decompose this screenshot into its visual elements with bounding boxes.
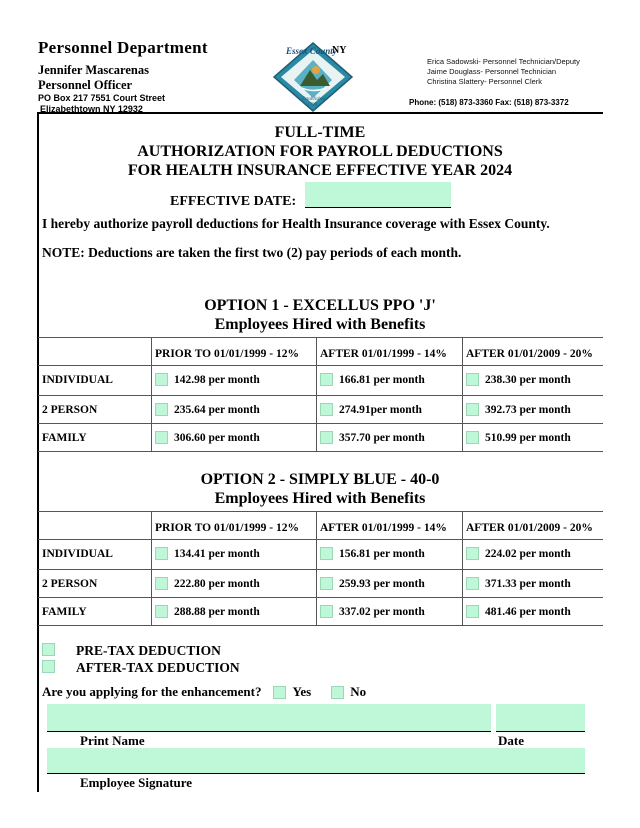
enhancement-question-row — [42, 684, 366, 700]
header-left — [38, 38, 208, 115]
rate-checkbox[interactable] — [466, 403, 479, 416]
column-header: PRIOR TO 01/01/1999 - 12% — [155, 522, 299, 534]
rate-option-cell — [320, 373, 425, 386]
rate-checkbox[interactable] — [155, 605, 168, 618]
column-header: AFTER 01/01/1999 - 14% — [320, 522, 447, 534]
aftertax-checkbox[interactable] — [42, 660, 55, 673]
column-header: AFTER 01/01/2009 - 20% — [466, 348, 593, 360]
table-column-divider — [316, 512, 317, 626]
rate-option-cell — [155, 577, 260, 590]
effective-date-field[interactable] — [305, 182, 451, 208]
rate-option-cell — [155, 547, 260, 560]
logo-established-text: Established — [302, 97, 326, 102]
aftertax-label: AFTER-TAX DEDUCTION — [76, 660, 240, 675]
rate-option-cell — [466, 577, 571, 590]
enhancement-yes-label: Yes — [292, 684, 312, 699]
row-label: INDIVIDUAL — [42, 374, 113, 386]
rate-amount: 357.70 per month — [339, 431, 425, 444]
rate-checkbox[interactable] — [320, 403, 333, 416]
rate-amount: 259.93 per month — [339, 577, 425, 590]
enhancement-no-checkbox[interactable] — [331, 686, 344, 699]
rate-checkbox[interactable] — [320, 605, 333, 618]
enhancement-yes-checkbox[interactable] — [273, 686, 286, 699]
signature-underline — [47, 773, 585, 774]
rate-amount: 235.64 per month — [174, 403, 260, 416]
row-label: 2 PERSON — [42, 404, 98, 416]
rate-checkbox[interactable] — [320, 547, 333, 560]
rate-amount: 371.33 per month — [485, 577, 571, 590]
rate-checkbox[interactable] — [320, 431, 333, 444]
row-label: INDIVIDUAL — [42, 548, 113, 560]
row-label: FAMILY — [42, 432, 87, 444]
rate-option-cell — [466, 547, 571, 560]
date-field[interactable] — [496, 704, 585, 731]
print-name-underline — [47, 731, 491, 732]
rate-option-cell — [155, 605, 260, 618]
rate-amount: 224.02 per month — [485, 547, 571, 560]
date-underline — [496, 731, 585, 732]
signature-field[interactable] — [47, 748, 585, 773]
rate-checkbox[interactable] — [155, 403, 168, 416]
column-header: AFTER 01/01/2009 - 20% — [466, 522, 593, 534]
enhancement-question: Are you applying for the enhancement? — [42, 684, 262, 699]
form-title-line2: AUTHORIZATION FOR PAYROLL DEDUCTIONS — [137, 143, 503, 160]
rate-checkbox[interactable] — [320, 577, 333, 590]
row-label: 2 PERSON — [42, 578, 98, 590]
option2-rate-table — [38, 511, 603, 625]
staff-line: Jaime Douglass- Personnel Technician — [427, 67, 557, 76]
form-title-line1: FULL-TIME — [274, 124, 366, 141]
rate-amount: 337.02 per month — [339, 605, 425, 618]
rate-amount: 142.98 per month — [174, 373, 260, 386]
officer-title: Personnel Officer — [38, 78, 133, 92]
rate-option-cell — [155, 403, 260, 416]
option1-title: OPTION 1 - EXCELLUS PPO 'J' — [204, 297, 436, 314]
logo-county-text: Essex County — [286, 46, 337, 56]
address-line2: Elizabethtown NY 12932 — [40, 104, 143, 114]
effective-date-label: EFFECTIVE DATE: — [170, 194, 297, 209]
table-column-divider — [151, 512, 152, 626]
rate-checkbox[interactable] — [466, 547, 479, 560]
rate-checkbox[interactable] — [466, 431, 479, 444]
note-text: NOTE: Deductions are taken the first two (2) pay periods of each month. — [42, 245, 462, 260]
rate-amount: 510.99 per month — [485, 431, 571, 444]
rate-option-cell — [320, 547, 425, 560]
rate-checkbox[interactable] — [320, 373, 333, 386]
rate-option-cell — [466, 605, 571, 618]
rate-amount: 481.46 per month — [485, 605, 571, 618]
rate-amount: 392.73 per month — [485, 403, 571, 416]
authorization-text: I hereby authorize payroll deductions for Health Insurance coverage with Essex County. — [42, 216, 550, 231]
rate-amount: 238.30 per month — [485, 373, 571, 386]
rate-amount: 166.81 per month — [339, 373, 425, 386]
logo-year-text: 1799 — [307, 103, 317, 108]
rate-option-cell — [466, 431, 571, 444]
column-header: PRIOR TO 01/01/1999 - 12% — [155, 348, 299, 360]
rate-checkbox[interactable] — [155, 431, 168, 444]
form-title-line3: FOR HEALTH INSURANCE EFFECTIVE YEAR 2024 — [127, 162, 513, 179]
option1-rate-table — [38, 337, 603, 451]
rate-amount: 274.91per month — [339, 403, 422, 416]
row-label: FAMILY — [42, 606, 87, 618]
rate-option-cell — [320, 431, 425, 444]
rate-option-cell — [320, 605, 425, 618]
officer-name: Jennifer Mascarenas — [38, 63, 149, 77]
staff-list — [427, 57, 580, 87]
table-column-divider — [462, 512, 463, 626]
rate-amount: 222.80 per month — [174, 577, 260, 590]
pretax-label: PRE-TAX DEDUCTION — [76, 643, 221, 658]
rate-amount: 306.60 per month — [174, 431, 260, 444]
rate-option-cell — [155, 431, 260, 444]
rate-amount: 134.41 per month — [174, 547, 260, 560]
signature-label: Employee Signature — [80, 775, 193, 790]
essex-county-seal-logo — [270, 40, 356, 114]
table-column-divider — [316, 338, 317, 452]
phone-fax: Phone: (518) 873-3360 Fax: (518) 873-3372 — [409, 98, 569, 107]
staff-line: Erica Sadowski- Personnel Technician/Deputy — [427, 57, 580, 66]
option2-subtitle: Employees Hired with Benefits — [214, 490, 426, 507]
staff-line: Christina Slattery- Personnel Clerk — [427, 77, 543, 86]
rate-checkbox[interactable] — [466, 373, 479, 386]
rate-checkbox[interactable] — [466, 605, 479, 618]
rate-option-cell — [320, 403, 422, 416]
rate-checkbox[interactable] — [155, 577, 168, 590]
logo-state-text: NY — [332, 45, 347, 56]
option2-title: OPTION 2 - SIMPLY BLUE - 40-0 — [200, 471, 440, 488]
department-name: Personnel Department — [38, 38, 208, 57]
enhancement-no-label: No — [350, 684, 367, 699]
option1-subtitle: Employees Hired with Benefits — [214, 316, 426, 333]
table-column-divider — [151, 338, 152, 452]
rate-option-cell — [466, 373, 571, 386]
print-name-field[interactable] — [47, 704, 491, 731]
table-column-divider — [462, 338, 463, 452]
rate-checkbox[interactable] — [466, 577, 479, 590]
rate-option-cell — [466, 403, 571, 416]
address-line1: PO Box 217 7551 Court Street — [38, 93, 166, 103]
rate-checkbox[interactable] — [155, 547, 168, 560]
rate-amount: 156.81 per month — [339, 547, 425, 560]
print-name-label: Print Name — [80, 733, 145, 748]
column-header: AFTER 01/01/1999 - 14% — [320, 348, 447, 360]
rate-amount: 288.88 per month — [174, 605, 260, 618]
rate-checkbox[interactable] — [155, 373, 168, 386]
rate-option-cell — [155, 373, 260, 386]
pretax-checkbox[interactable] — [42, 643, 55, 656]
date-label: Date — [498, 733, 524, 748]
rate-option-cell — [320, 577, 425, 590]
